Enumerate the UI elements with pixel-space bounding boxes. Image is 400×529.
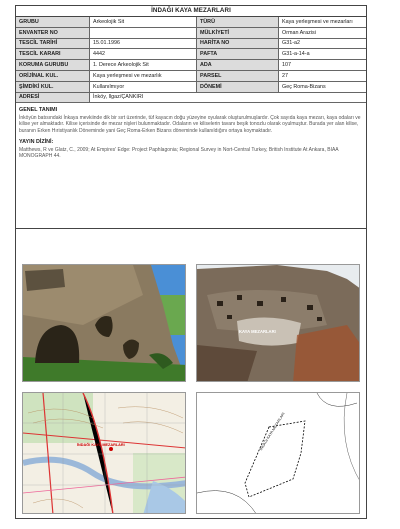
inventory-sheet [15, 5, 367, 519]
topographic-map [22, 392, 186, 514]
sketch-label: İNDAĞI KAYA MEZARLARI [259, 411, 286, 452]
address-row [16, 92, 366, 103]
field-label: ENVANTER NO [16, 27, 90, 38]
description-section [16, 103, 366, 229]
field-label: GRUBU [16, 17, 90, 27]
field-value: 15.01.1996 [90, 38, 197, 49]
field-label: ADA [197, 60, 279, 71]
info-row [16, 27, 366, 38]
bibliography-heading: YAYIN DİZİNİ: [19, 139, 54, 146]
field-label: TÜRÜ [197, 17, 279, 27]
field-value: Kaya yerleşmesi ve mezarlık [90, 70, 197, 81]
field-label: PAFTA [197, 49, 279, 60]
info-row [16, 38, 366, 49]
map-label: İNDAĞI KAYA MEZARLARI [77, 443, 125, 447]
image-area [16, 258, 366, 520]
field-value: G31-a-14-a [279, 49, 367, 60]
field-value: Arkeolojik Sit [90, 17, 197, 27]
site-sketch [196, 392, 360, 514]
field-value [90, 27, 197, 38]
bibliography-text: Matthews, R ve Glatz, C., 2009; At Empires' Edge: Project Paphlagonia; Regional Survey in Nort-Central Turkey, British Institute At Ankara, BIAA MONOGRAPH 44. [19, 146, 339, 160]
cave-photo-left [22, 264, 186, 382]
field-label: ORİJİNAL KUL. [16, 70, 90, 81]
field-label: PARSEL [197, 70, 279, 81]
field-value: Kaya yerleşmesi ve mezarları [279, 17, 367, 27]
info-row [16, 60, 366, 71]
field-value: G31-a2 [279, 38, 367, 49]
field-value: 27 [279, 70, 367, 81]
field-value: 1. Derece Arkeolojik Sit [90, 60, 197, 71]
field-value: 107 [279, 60, 367, 71]
field-label: TESCİL KARARI [16, 49, 90, 60]
info-row [16, 81, 366, 92]
general-text: İnköyün batısındaki İnkaya mevkiinde dik bir sırt üzerinde, tüf kayacın doğu yüzeyine oyularak oluşturulmuşlardır. Çok sayıda kaya mezarı, kaya odaları ve kilise yer almaktadır. Kilise içerisinde de mezar nişleri bulunmaktadır. Odaların ve kiliselerin tavanı beşik tonozlu olarak oyulmuştur. Burada yer alan kilise, buranın Erken Hıristiyanlık Döneminde yani Geç Roma-Erken Bizans döneminde kullanıldığını ortaya koymaktadır. [19, 114, 361, 134]
info-row [16, 70, 366, 81]
address-value: İnköy, Ilgaz/ÇANKIRI [90, 92, 367, 103]
general-heading: GENEL TANIMI [19, 107, 58, 114]
photo-caption: KAYA MEZARLARI [239, 329, 276, 334]
field-value: Orman Arazisi [279, 27, 367, 38]
field-value: Kullanılmıyor [90, 81, 197, 92]
field-label: DÖNEMİ [197, 81, 279, 92]
sheet-title: İNDAĞI KAYA MEZARLARI [16, 6, 366, 17]
address-label: ADRESİ [16, 92, 90, 103]
info-row [16, 17, 366, 27]
field-value: 4442 [90, 49, 197, 60]
field-value: Geç Roma-Bizans [279, 81, 367, 92]
field-label: MÜLKİYETİ [197, 27, 279, 38]
field-label: TESCİL TARİHİ [16, 38, 90, 49]
cave-photo-right [196, 264, 360, 382]
info-row [16, 49, 366, 60]
field-label: KORUMA GURUBU [16, 60, 90, 71]
field-label: HARİTA NO [197, 38, 279, 49]
info-table [16, 17, 366, 103]
field-label: ŞİMDİKİ KUL. [16, 81, 90, 92]
